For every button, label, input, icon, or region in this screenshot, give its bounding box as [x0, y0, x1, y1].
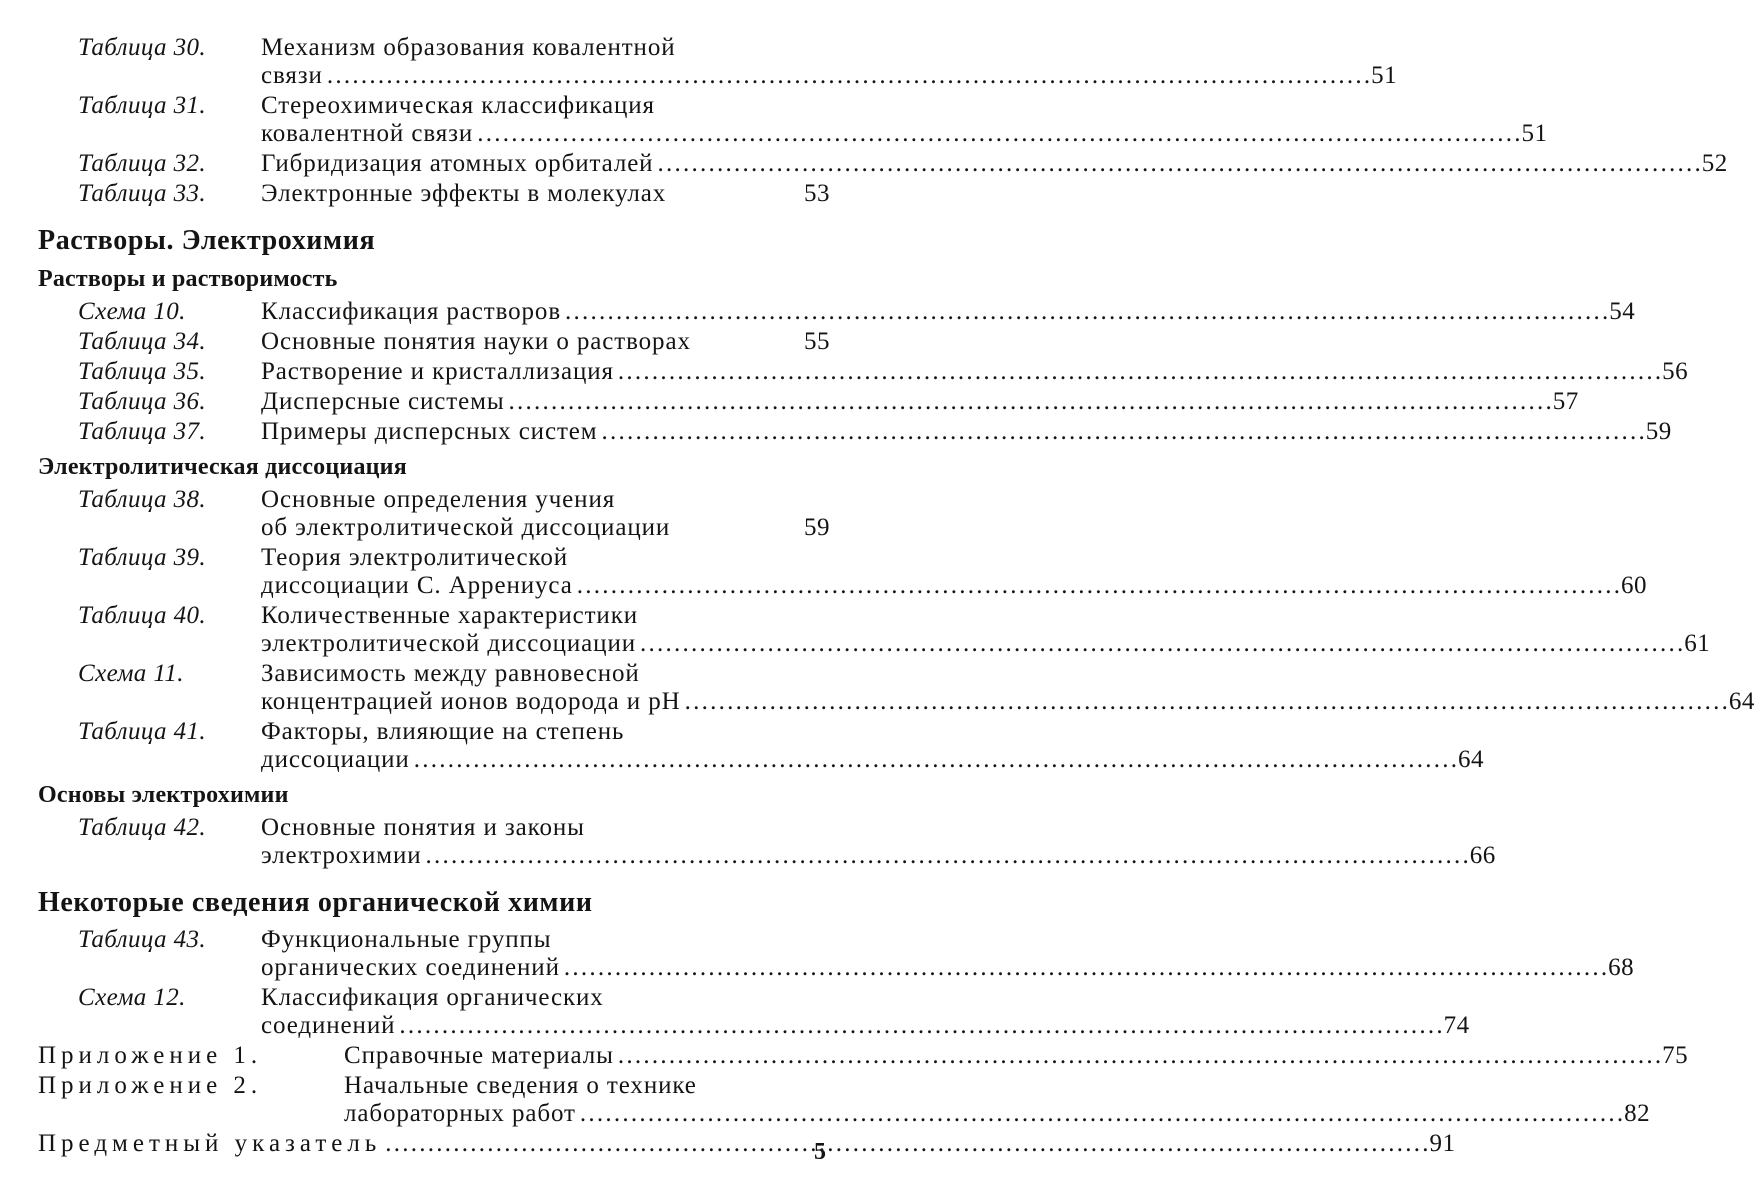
leader-dots — [640, 630, 1681, 658]
entry-title: об электролитической диссоциации — [261, 514, 671, 541]
toc-entry — [38, 150, 1728, 178]
entry-title: Количественные характеристики — [261, 602, 639, 629]
entry-page: 68 — [1608, 954, 1635, 981]
entry-label: Схема 12. — [78, 984, 186, 1011]
toc-entry — [38, 660, 1755, 716]
entry-label: Таблица 30. — [78, 34, 207, 61]
leader-dots — [580, 1100, 1621, 1128]
leader-dots — [602, 418, 1643, 446]
toc-entry — [38, 718, 1484, 774]
index-entry — [38, 1130, 1456, 1158]
entry-label: Таблица 35. — [78, 358, 207, 385]
entry-page: 74 — [1443, 1012, 1470, 1039]
appendix-entry — [38, 1042, 1689, 1070]
entry-page: 60 — [1620, 572, 1647, 599]
leader-dots — [618, 358, 1659, 386]
entry-page: 64 — [1457, 746, 1484, 773]
entry-page: 53 — [804, 180, 830, 207]
page-number: 5 — [814, 1139, 826, 1165]
entry-page: 51 — [1521, 120, 1548, 147]
toc-entry — [38, 926, 1635, 982]
entry-label: Таблица 32. — [78, 150, 207, 177]
leader-dots — [565, 298, 1606, 326]
leader-dots — [327, 62, 1368, 90]
toc-entry — [38, 486, 830, 542]
entry-title: органических соединений — [261, 954, 560, 981]
leader-dots — [509, 388, 1550, 416]
subsection-heading: Основы электрохимии — [38, 782, 289, 808]
entry-page: 61 — [1684, 630, 1711, 657]
entry-page: 51 — [1371, 62, 1398, 89]
entry-title: Классификация органических — [261, 984, 604, 1011]
entry-label: Схема 10. — [78, 298, 186, 325]
entry-title: Основные понятия и законы — [261, 814, 585, 841]
entry-title: Справочные материалы — [344, 1042, 614, 1069]
entry-title: Электронные эффекты в молекулах — [261, 180, 667, 207]
leader-dots — [426, 842, 1467, 870]
entry-title: Начальные сведения о технике — [344, 1072, 697, 1099]
entry-label: Таблица 40. — [78, 602, 207, 629]
section-heading: Некоторые сведения органической химии — [38, 887, 593, 918]
entry-title: лабораторных работ — [344, 1100, 576, 1127]
entry-title: Гибридизация атомных орбиталей — [261, 150, 654, 177]
entry-label: Таблица 39. — [78, 544, 207, 571]
leader-dots — [657, 150, 1698, 178]
appendix-label: Приложение 2. — [38, 1072, 263, 1099]
appendix-entry — [38, 1072, 1651, 1128]
toc-entry — [38, 544, 1647, 600]
leader-dots — [414, 746, 1455, 774]
toc-entry — [38, 984, 1470, 1040]
index-label: Предметный указатель — [38, 1130, 382, 1157]
entry-title: Теория электролитической — [261, 544, 569, 571]
entry-title: Классификация растворов — [261, 298, 562, 325]
entry-title: Зависимость между равновесной — [261, 660, 640, 687]
leader-dots — [577, 572, 1618, 600]
entry-title: Стереохимическая классификация — [261, 92, 655, 119]
entry-title: концентрацией ионов водорода и pH — [261, 688, 681, 715]
entries-top — [38, 34, 1728, 208]
entry-title: Механизм образования ковалентной — [261, 34, 676, 61]
entry-title: диссоциации — [261, 746, 410, 773]
entry-label: Таблица 43. — [78, 926, 207, 953]
entry-label: Таблица 36. — [78, 388, 207, 415]
table-of-contents — [38, 34, 1755, 1160]
entry-label: Таблица 31. — [78, 92, 207, 119]
toc-entry — [38, 388, 1579, 416]
entry-page: 55 — [804, 328, 830, 355]
entry-page: 57 — [1552, 388, 1579, 415]
entry-page: 75 — [1662, 1042, 1689, 1069]
entry-page: 64 — [1728, 688, 1755, 715]
leader-dots — [477, 120, 1518, 148]
toc-entry — [38, 358, 1689, 386]
entry-page: 52 — [1701, 150, 1728, 177]
entry-title: Основные определения учения — [261, 486, 616, 513]
entry-title: диссоциации С. Аррениуса — [261, 572, 573, 599]
entry-label: Таблица 37. — [78, 418, 207, 445]
entry-page: 82 — [1624, 1100, 1651, 1127]
entry-title: Основные понятия науки о растворах — [261, 328, 691, 355]
toc-entry — [38, 92, 1548, 148]
entry-title: Растворение и кристаллизация — [261, 358, 614, 385]
toc-entry — [38, 814, 1496, 870]
leader-dots — [564, 954, 1605, 982]
entry-title: Примеры дисперсных систем — [261, 418, 598, 445]
entry-title: электрохимии — [261, 842, 422, 869]
entry-page: 59 — [1645, 418, 1672, 445]
entry-title: связи — [261, 62, 323, 89]
entry-title: электролитической диссоциации — [261, 630, 637, 657]
entry-label: Схема 11. — [78, 660, 184, 687]
toc-entry — [38, 602, 1711, 658]
toc-entry — [38, 34, 1398, 90]
entry-page: 59 — [804, 514, 830, 541]
entry-title: Функциональные группы — [261, 926, 552, 953]
entry-page: 91 — [1429, 1130, 1456, 1157]
entry-label: Таблица 34. — [78, 328, 207, 355]
entry-title: соединений — [261, 1012, 396, 1039]
entry-title: Факторы, влияющие на степень — [261, 718, 625, 745]
section-heading: Растворы. Электрохимия — [38, 225, 376, 256]
toc-entry — [38, 328, 830, 356]
subsection-heading: Электролитическая диссоциация — [38, 454, 407, 480]
entry-page: 56 — [1662, 358, 1689, 385]
leader-dots — [685, 688, 1726, 716]
toc-entry — [38, 180, 830, 208]
entry-title: ковалентной связи — [261, 120, 474, 147]
entry-label: Таблица 38. — [78, 486, 207, 513]
leader-dots — [399, 1012, 1440, 1040]
toc-entry — [38, 298, 1636, 326]
entry-title: Дисперсные системы — [261, 388, 505, 415]
toc-entry — [38, 418, 1672, 446]
entry-page: 66 — [1469, 842, 1496, 869]
entry-label: Таблица 41. — [78, 718, 207, 745]
subsection-heading: Растворы и растворимость — [38, 266, 338, 292]
leader-dots — [385, 1130, 1426, 1158]
entry-label: Таблица 33. — [78, 180, 207, 207]
leader-dots — [618, 1042, 1659, 1070]
entry-page: 54 — [1609, 298, 1636, 325]
entry-label: Таблица 42. — [78, 814, 207, 841]
appendix-label: Приложение 1. — [38, 1042, 263, 1069]
